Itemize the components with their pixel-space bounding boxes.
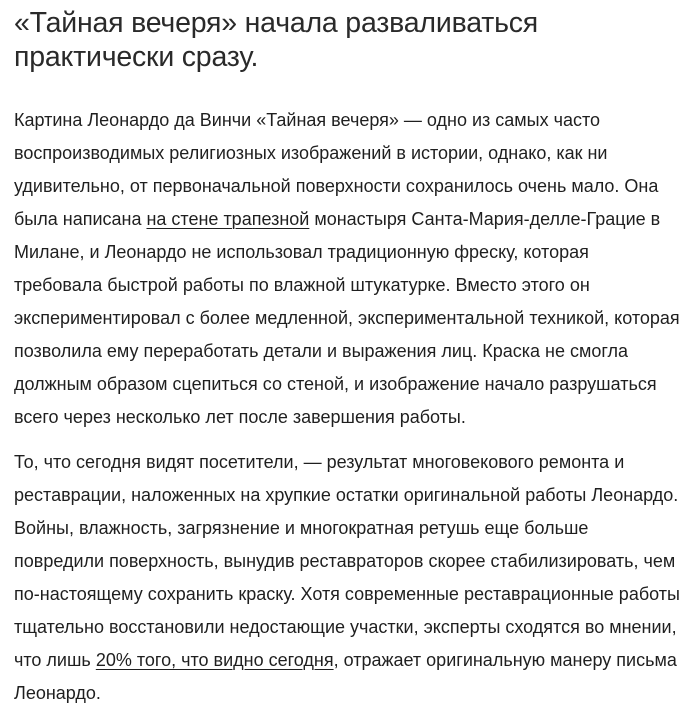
article-paragraph-2 xyxy=(14,446,682,710)
paragraph-1-text-after-link: монастыря Санта-Мария-делле-Грацие в Милане, и Леонардо не использовал традиционную фреску, которая требовала быстрой работы по влажной штукатурке. Вместо этого он экспериментировал с более медленной, экспериментальной техникой, которая позволила ему переработать детали и выражения лиц. Краска не смогла должным образом сцепиться со стеной, и изображение начало разрушаться всего через несколько лет после завершения работы. xyxy=(14,209,680,427)
article-paragraph-1 xyxy=(14,104,682,434)
paragraph-2-text-after-link: , отражает оригинальную манеру письма Леонардо. xyxy=(14,650,677,703)
paragraph-1-text-before-link: Картина Леонардо да Винчи «Тайная вечеря» — одно из самых часто воспроизводимых религиозных изображений в истории, однако, как ни удивительно, от первоначальной поверхности сохранилось очень мало. Она была написана xyxy=(14,110,659,229)
article-headline: «Тайная вечеря» начала разваливаться практически сразу. xyxy=(14,7,539,73)
paragraph-2-text-before-link: То, что сегодня видят посетители, — результат многовекового ремонта и реставрации, наложенных на хрупкие остатки оригинальной работы Леонардо. Войны, влажность, загрязнение и многократная ретушь еще больше повредили поверхность, вынудив реставраторов скорее стабилизировать, чем по-настоящему сохранить краску. Хотя современные реставрационные работы тщательно восстановили недостающие участки, эксперты сходятся во мнении, что лишь xyxy=(14,452,680,670)
article xyxy=(14,6,682,710)
twenty-percent-link[interactable]: 20% того, что видно сегодня xyxy=(95,650,334,670)
refectory-wall-link[interactable]: на стене трапезной xyxy=(146,209,310,229)
